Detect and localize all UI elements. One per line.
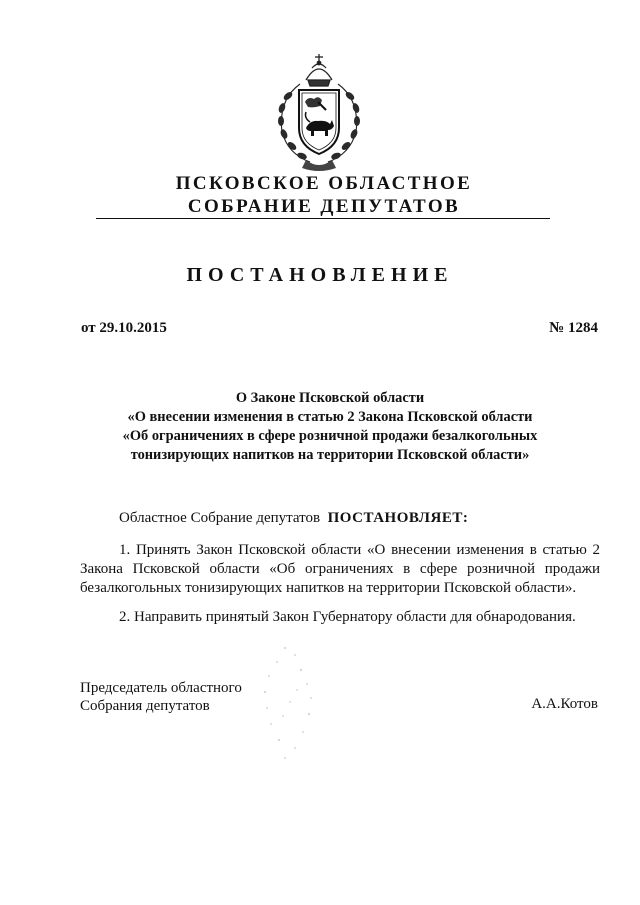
resolution-item-1: 1. Принять Закон Псковской области «О внесении изменения в статью 2 Закона Псковской области «Об ограничениях в сфере розничной продажи безалкогольных тонизирующих напитков на территории Псковской области». [80, 542, 600, 596]
decree-line [119, 509, 468, 528]
signatory-position [80, 679, 242, 715]
decree-prefix: Областное Собрание депутатов [119, 510, 321, 526]
title-line: тонизирующих напитков на территории Псковской области» [130, 447, 530, 463]
document-title [120, 389, 540, 465]
faint-stamp-icon [255, 640, 325, 775]
title-line: О Законе Псковской области [235, 390, 425, 406]
document-type: ПОСТАНОВЛЕНИЕ [186, 264, 454, 286]
signatory-name: А.А.Котов [531, 696, 598, 712]
organization-name-line2: СОБРАНИЕ ДЕПУТАТОВ [187, 196, 461, 217]
signatory-position-line1: Председатель областного [80, 680, 242, 696]
title-line: «О внесении изменения в статью 2 Закона Псковской области [127, 409, 533, 425]
signatory-position-line2: Собрания депутатов [80, 698, 210, 714]
organization-name-line1: ПСКОВСКОЕ ОБЛАСТНОЕ [175, 173, 473, 194]
coat-of-arms-icon [270, 50, 368, 172]
document-date: от 29.10.2015 [81, 320, 167, 336]
title-line: «Об ограничениях в сфере розничной продажи безалкогольных [122, 428, 538, 444]
decree-word: ПОСТАНОВЛЯЕТ: [327, 510, 469, 526]
header-divider [96, 218, 550, 219]
document-number: № 1284 [549, 320, 598, 336]
resolution-item-2: 2. Направить принятый Закон Губернатору области для обнародования. [119, 609, 576, 625]
